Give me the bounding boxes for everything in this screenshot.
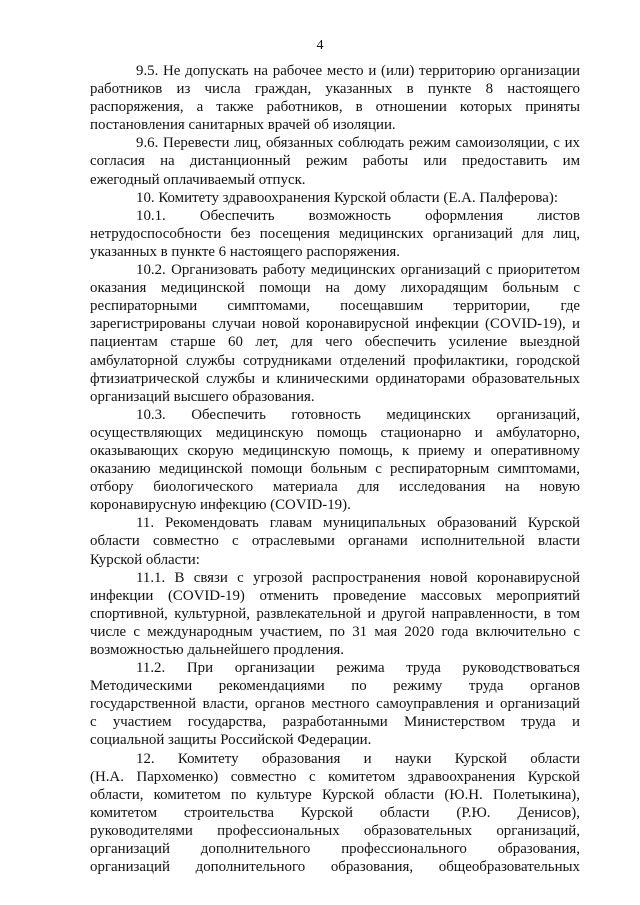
text-line: (Н.А. Пархоменко) совместно с комитетом здравоохранения Курской	[90, 768, 580, 785]
text-line: 12. Комитету образования и науки Курской области	[136, 750, 580, 767]
text-line: 11.1. В связи с угрозой распространения новой коронавирусной	[136, 569, 580, 586]
text-line: фтизиатрической службы и клиническими ординаторами образовательных	[90, 370, 580, 387]
text-line: нетрудоспособности без посещения медицинских организаций для лиц,	[90, 225, 580, 242]
text-line: работников из числа граждан, указанных в пункте 8 настоящего	[90, 81, 580, 98]
text-line: области, комитетом по культуре Курской области (Ю.Н. Полетыкина),	[90, 786, 580, 803]
text-line: коронавирусную инфекцию (COVID-19).	[90, 497, 351, 514]
paragraph-10-2	[90, 261, 580, 406]
text-line: с участием государства, разработанными Министерством труда и	[90, 714, 580, 731]
text-line: 9.5. Не допускать на рабочее место и (или) территорию организации	[136, 63, 580, 79]
text-line: комитетом строительства Курской области (Р.Ю. Денисов),	[90, 804, 580, 821]
text-line: 9.6. Перевести лиц, обязанных соблюдать режим самоизоляции, с их	[136, 135, 580, 152]
text-line: амбулаторной службы сотрудниками отделений профилактики, городской	[90, 352, 580, 369]
text-line: организаций дополнительного профессионального образования,	[90, 841, 580, 858]
text-line: 10.1. Обеспечить возможность оформления листов	[136, 207, 580, 224]
text-line: 11. Рекомендовать главам муниципальных образований Курской	[136, 515, 580, 532]
text-line: зарегистрированы случаи новой коронавирусной инфекции (COVID-19), и	[90, 316, 580, 333]
text-line: 11.2. При организации режима труда руководствоваться	[136, 660, 580, 677]
paragraph-10-3	[90, 406, 580, 515]
text-line: возможностью дальнейшего продления.	[90, 642, 344, 658]
text-line: отбору биологического материала для исследования на новую	[90, 479, 580, 496]
paragraph-11-2	[90, 659, 580, 749]
text-line: оказанию медицинской помощи больным с респираторным симптомами,	[90, 461, 580, 478]
text-line: Методическими рекомендациями по режиму труда органов	[90, 678, 580, 695]
page-number: 4	[316, 38, 324, 53]
text-line: оказывающих скорую медицинскую помощь, к приему и оперативному	[90, 442, 580, 459]
text-line: 10.2. Организовать работу медицинских организаций с приоритетом	[136, 262, 580, 279]
text-line: осуществляющих медицинскую помощь стационарно и амбулаторно,	[90, 424, 580, 441]
text-line: пациентам старше 60 лет, для чего обеспечить усиление выездной	[90, 334, 580, 351]
text-line: указанных в пункте 6 настоящего распоряжения.	[90, 243, 400, 260]
text-line: руководителями профессиональных образовательных организаций,	[90, 822, 580, 839]
text-line: ежегодный оплачиваемый отпуск.	[90, 171, 306, 188]
text-line: распоряжения, а также работников, в отношении которых приняты	[90, 99, 580, 116]
paragraph-9-5	[90, 62, 580, 134]
text-line: респираторными симптомами, посещавшим территории, где	[90, 298, 580, 315]
text-line: социальной защиты Российской Федерации.	[90, 732, 372, 749]
text-line: государственной власти, органов местного самоуправления и организаций	[90, 696, 580, 713]
text-line: 10.3. Обеспечить готовность медицинских организаций,	[136, 406, 580, 423]
text-line: организаций дополнительного образования, общеобразовательных	[90, 859, 580, 876]
text-line: Курской области:	[90, 551, 200, 568]
text-line: 10. Комитету здравоохранения Курской области (Е.А. Палферова):	[136, 189, 558, 206]
text-line: постановления санитарных врачей об изоляции.	[90, 117, 396, 134]
paragraph-12	[90, 750, 580, 877]
text-line: организаций высшего образования.	[90, 388, 315, 405]
paragraph-10	[90, 189, 580, 207]
paragraph-10-1	[90, 207, 580, 261]
document-body	[90, 62, 580, 876]
paragraph-11-1	[90, 569, 580, 659]
paragraph-9-6	[90, 134, 580, 188]
text-line: оказания медицинской помощи на дому лихорадящим больным с	[90, 280, 580, 297]
paragraph-11	[90, 514, 580, 568]
text-line: числе с международным участием, по 31 мая 2020 года включительно с	[90, 623, 580, 640]
text-line: инфекции (COVID-19) отменить проведение массовых мероприятий	[90, 587, 580, 604]
text-line: области совместно с отраслевыми органами исполнительной власти	[90, 533, 580, 550]
text-line: согласия на дистанционный режим работы или предоставить им	[90, 153, 580, 170]
text-line: спортивной, культурной, развлекательной и другой направленности, в том	[90, 605, 580, 622]
